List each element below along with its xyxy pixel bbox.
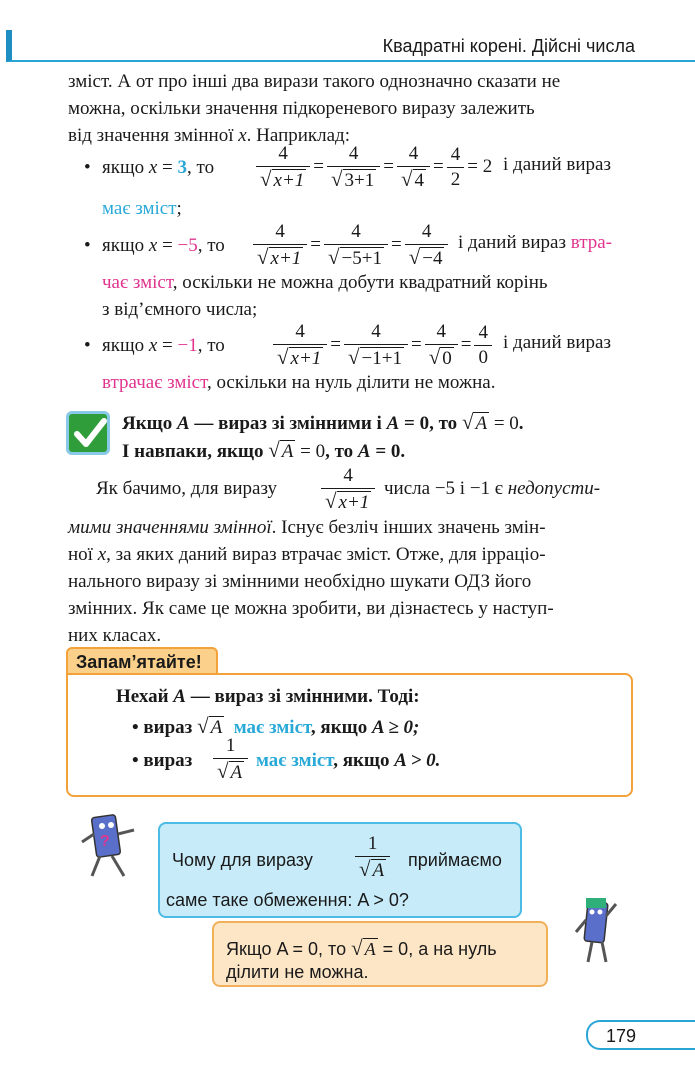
page-number: 179 [586,1020,695,1050]
remember-bullet-2b: має зміст, якщо A > 0. [256,750,441,771]
checkmark-icon [66,411,110,455]
intro-paragraph [68,68,635,149]
discussion-fraction: $\frac{4}{√ x+1}$ [318,464,378,515]
robot-character-right [572,896,622,973]
example-bullet-1: • якщо x = 3, то [84,154,635,181]
question-line-1a: Чому для виразу [172,850,313,870]
discussion-line-1a: Як бачимо, для виразу [96,478,278,499]
intro-line-1: зміст. А от про інші два вирази такого однозначно сказати не [68,71,561,92]
remember-tab: Запам’ятайте! [66,647,218,675]
discussion-line-1b: числа −5 і −1 є недопусти- [384,478,601,499]
value-minus-5: −5 [177,235,198,256]
fraction-chain-1: $\frac{4}{√ x+1}$ = $\frac{4}{√ 3+1}$ = $\frac{4}{√ 4}$ = $\frac{4}{2}$ = 2 [253,142,492,193]
remember-fraction: $\frac{1}{√ A}$ [210,734,251,785]
remember-bullet-2: • вираз [132,750,193,771]
bullet-3-continuation: втрачає зміст, оскільки на нуль ділити не можна. [102,372,496,393]
answer-line-2: ділити не можна. [226,962,369,982]
bullet-1-continuation: має зміст; [102,198,182,219]
intro-line-3: від значення змінної x. Наприклад: [68,125,351,146]
rule-line-2: І навпаки, якщо √ A = 0, то A = 0. [122,438,406,462]
bullet-2-continuation: чає зміст, оскільки не можна добути квадратний корінь [102,272,548,293]
remember-line-1: Нехай A — вираз зі змінними. Тоді: [116,686,420,707]
svg-text:?: ? [100,833,110,850]
bullet-1-after: і даний вираз [503,154,611,175]
value-minus-1: −1 [177,335,198,356]
bullet-2-after: і даний вираз втра- [458,232,613,253]
running-header [0,30,695,62]
fraction-chain-3: $\frac{4}{√ x+1}$ = $\frac{4}{√ -1+1}$ = $\frac{4}{√ 0}$ = $\frac{4}{0}$ [270,320,495,371]
bullet-3-after: і даний вираз [503,332,611,353]
example-bullet-3: • якщо x = −1, то [84,335,225,356]
bullet-2-continuation-2: з від’ємного числа; [102,299,258,320]
remember-bullet-1: • вираз √ A має зміст, якщо A ≥ 0; [132,714,420,738]
fraction-chain-2: $\frac{4}{√ x+1}$ = $\frac{4}{√ -5+1}$ = $\frac{4}{√ -4}$ [250,220,451,271]
value-3: 3 [177,157,188,178]
question-line-2: саме таке обмеження: A > 0? [166,890,409,910]
bullet-dot: • [84,157,91,178]
answer-line-1: Якщо A = 0, то √ A = 0, а на нуль [226,936,497,960]
robot-character-left [80,812,142,889]
question-line-1b: приймаємо [408,850,502,870]
header-title: Квадратні корені. Дійсні числа [382,36,635,56]
question-fraction: $\frac{1}{√ A}$ [352,832,393,883]
discussion-paragraph: мими значеннями змінної. Існує безліч інших значень змін- ної x, за яких даний вираз втрачає зміст. Отже, для ірраціо- нального виразу зі змінними необхідно шукати ОДЗ його змінних. Як саме це можна зробити, ви дізнаєтесь у наступ- них класах. [68,517,554,646]
intro-line-2: можна, оскільки значення підкореневого виразу залежить [68,98,535,119]
rule-line-1: Якщо A — вираз зі змінними і A = 0, то √ A = 0. [122,410,524,434]
example-bullet-2: • якщо x = −5, то [84,235,225,256]
